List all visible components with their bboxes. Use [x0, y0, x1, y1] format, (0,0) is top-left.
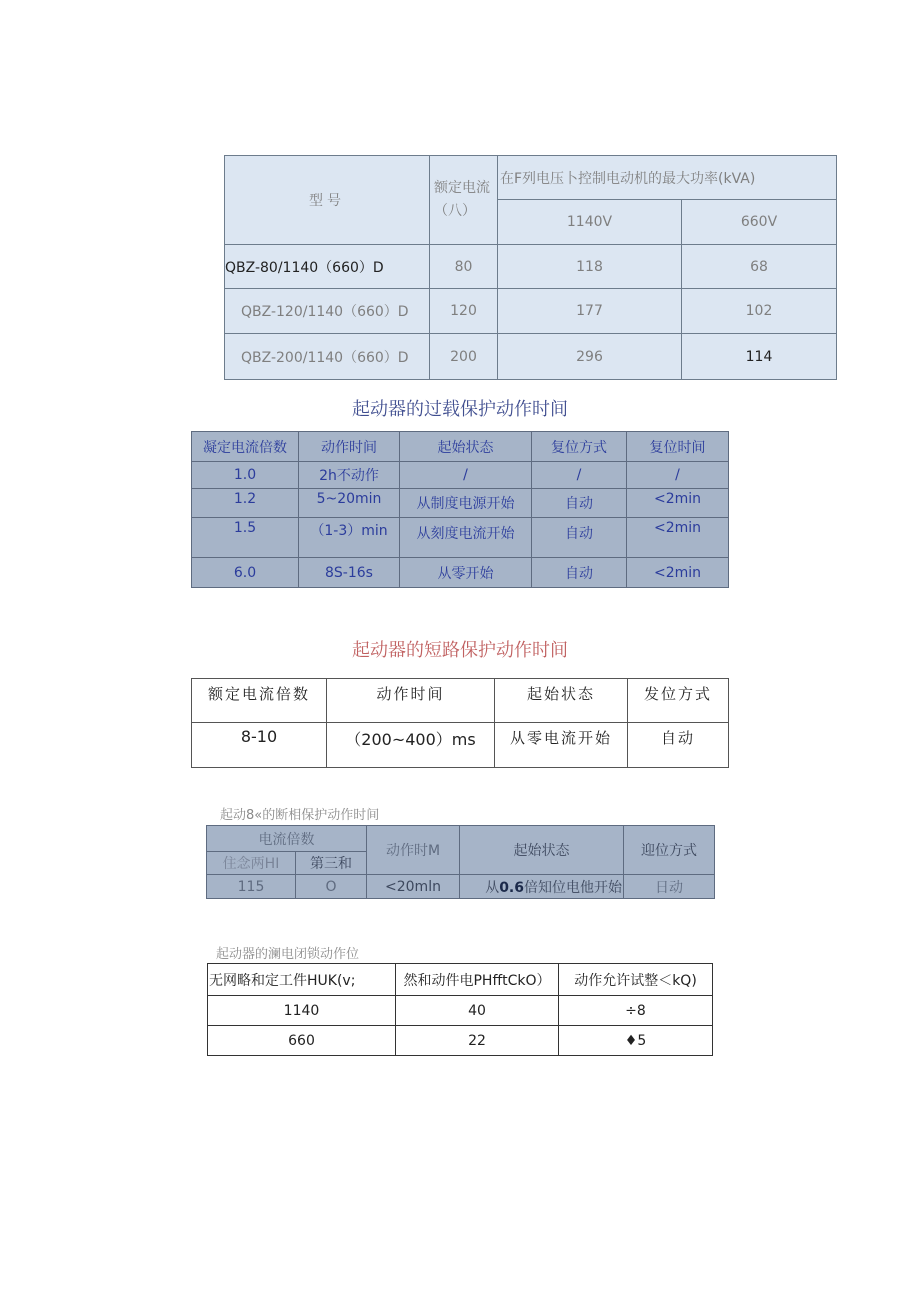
table-row — [192, 489, 729, 518]
cell: 从刻度电流开始 — [400, 518, 532, 558]
cell: （200~400）ms — [327, 723, 495, 768]
header-max-power: 在F列电压卜控制电动机的最大功率(kVA) — [498, 156, 837, 200]
table-row — [208, 996, 713, 1026]
cell: 自动 — [532, 489, 627, 518]
header-cell: 复位方式 — [532, 432, 627, 462]
current-cell: 200 — [430, 334, 498, 380]
cell: 1.2 — [192, 489, 299, 518]
table-row — [225, 245, 837, 289]
header-cell: 额定电流倍数 — [192, 679, 327, 723]
power-660-cell: 102 — [682, 289, 837, 334]
power-1140-cell: 296 — [498, 334, 682, 380]
leakage-table — [207, 963, 713, 1056]
table-header-row — [192, 432, 729, 462]
cell: 自动 — [532, 518, 627, 558]
header-cell: 发位方式 — [628, 679, 729, 723]
cell: <2min — [627, 518, 729, 558]
header-cell: 动作允许试整＜kQ) — [559, 964, 713, 996]
phase-loss-title: 起动8«的断相保护动作时间 — [220, 808, 380, 823]
table-row — [192, 723, 729, 768]
cell: 1140 — [208, 996, 396, 1026]
short-circuit-title: 起动器的短路保护动作时间 — [352, 640, 568, 661]
cell: / — [627, 462, 729, 489]
header-start-state: 起始状态 — [460, 826, 624, 875]
cell: 115 — [207, 875, 296, 899]
model-cell: QBZ-120/1140（660）D — [225, 289, 430, 334]
header-model: 型号 — [225, 156, 430, 245]
cell: 22 — [396, 1026, 559, 1056]
cell: <20mln — [367, 875, 460, 899]
cell: O — [296, 875, 367, 899]
cell: 6.0 — [192, 558, 299, 588]
header-1140v: 1140V — [498, 200, 682, 245]
header-sub-a: 住念两HI — [207, 852, 296, 875]
header-660v: 660V — [682, 200, 837, 245]
table-row — [208, 1026, 713, 1056]
cell: / — [532, 462, 627, 489]
phase-loss-table — [206, 825, 715, 899]
table-row — [192, 558, 729, 588]
cell: 40 — [396, 996, 559, 1026]
header-cell: 动作时间 — [299, 432, 400, 462]
header-cell: 动作时间 — [327, 679, 495, 723]
header-reset-mode: 迎位方式 — [624, 826, 715, 875]
power-660-cell: 68 — [682, 245, 837, 289]
table-row — [207, 875, 715, 899]
header-cell: 起始状态 — [400, 432, 532, 462]
header-cell: 凝定电流倍数 — [192, 432, 299, 462]
short-circuit-table — [191, 678, 729, 768]
overload-table — [191, 431, 729, 588]
header-sub-b: 第三和 — [296, 852, 367, 875]
table-row — [192, 518, 729, 558]
state-suffix: 倍知位电他开始 — [524, 879, 622, 896]
rated-power-table — [224, 155, 837, 380]
table-header-row — [208, 964, 713, 996]
cell: 8-10 — [192, 723, 327, 768]
cell: 日动 — [624, 875, 715, 899]
header-cell: 无网略和定工件HUK(v; — [208, 964, 396, 996]
cell: 从制度电源开始 — [400, 489, 532, 518]
cell: 2h不动作 — [299, 462, 400, 489]
state-prefix: 从 — [485, 879, 500, 896]
header-action-time: 动作时M — [367, 826, 460, 875]
cell: ÷8 — [559, 996, 713, 1026]
cell: 8S-16s — [299, 558, 400, 588]
cell: 5~20min — [299, 489, 400, 518]
current-cell: 80 — [430, 245, 498, 289]
cell: 自动 — [628, 723, 729, 768]
cell: 从零电流开始 — [495, 723, 628, 768]
leakage-title: 起动器的澜电闭锁动作位 — [216, 947, 360, 962]
cell: / — [400, 462, 532, 489]
cell: 660 — [208, 1026, 396, 1056]
table-row — [192, 462, 729, 489]
model-cell: QBZ-200/1140（660）D — [225, 334, 430, 380]
model-cell: QBZ-80/1140（660）D — [225, 245, 430, 289]
power-660-cell: 114 — [682, 334, 837, 380]
cell: <2min — [627, 558, 729, 588]
cell: 1.5 — [192, 518, 299, 558]
power-1140-cell: 118 — [498, 245, 682, 289]
header-cell: 起始状态 — [495, 679, 628, 723]
cell: <2min — [627, 489, 729, 518]
table-row — [225, 289, 837, 334]
table-header-row — [192, 679, 729, 723]
overload-title: 起动器的过载保护动作时间 — [352, 399, 568, 420]
start-state-cell — [460, 875, 624, 899]
cell: （1-3）min — [299, 518, 400, 558]
state-bold: 0.6 — [499, 879, 524, 896]
cell: 1.0 — [192, 462, 299, 489]
table-row — [225, 334, 837, 380]
cell: ♦5 — [559, 1026, 713, 1056]
cell: 从零开始 — [400, 558, 532, 588]
cell: 自动 — [532, 558, 627, 588]
header-current-multiple: 电流倍数 — [207, 826, 367, 852]
header-cell: 复位时间 — [627, 432, 729, 462]
header-rated-current: 额定电流（八） — [430, 156, 498, 245]
current-cell: 120 — [430, 289, 498, 334]
header-cell: 然和动件电PHfftCkO） — [396, 964, 559, 996]
power-1140-cell: 177 — [498, 289, 682, 334]
